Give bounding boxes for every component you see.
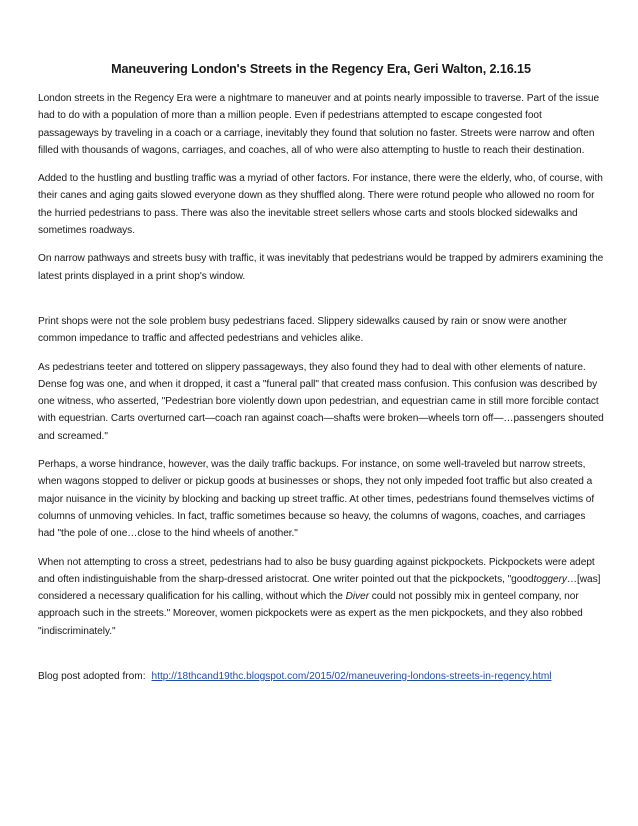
paragraph-7-text-2: …[was] considered a necessary qualification for his calling, without which the <box>38 573 601 603</box>
paragraph-7 <box>38 554 604 640</box>
paragraph-5: As pedestrians teeter and tottered on slippery passageways, they also found they had to deal with other elements of nature. Dense fog was one, and when it dropped, it cast a "funeral pall" that created mass confusion. This confusion was described by one witness, who asserted, "Pedestrian bore violently down upon pedestrian, and equestrian came in still more forcible contact with equestrian. Carts overturned cart—coach ran against coach—shafts were broken—wheels torn off—…passengers shouted and screamed." <box>38 361 604 442</box>
paragraph-4: Print shops were not the sole problem busy pedestrians faced. Slippery sidewalks caused by rain or snow were another common impedance to traffic and affected pedestrians and vehicles alike. <box>38 315 567 345</box>
paragraph-7-text-1: When not attempting to cross a street, pedestrians had to also be busy guarding against pickpockets. Pickpockets were adept and often indistinguishable from the sharp-dressed aristocrat. One writer pointed out that the pickpockets, "good <box>38 556 595 585</box>
source-link[interactable]: http://18thcand19thc.blogspot.com/2015/02/maneuvering-londons-streets-in-regency.html <box>151 671 552 683</box>
paragraph-6: Perhaps, a worse hindrance, however, was the daily traffic backups. For instance, on some well-traveled but narrow streets, when wagons stopped to deliver or pickup goods at businesses or shops, they not only impeded foot traffic but also created a major nuisance in the vicinity by blocking and backing up street traffic. At other times, pedestrians found themselves victims of columns of unmoving vehicles. In fact, traffic sometimes because so heavy, the columns of wagons, coaches, and carriages had "the pole of one…close to the hind wheels of another." <box>38 459 595 540</box>
paragraph-2: Added to the hustling and bustling traffic was a myriad of other factors. For instance, there were the elderly, who, of course, with their canes and aging gaits slowed everyone down as they shuffled along. There were rotund people who allowed no room for the hurried pedestrians to pass. There was also the inevitable street sellers whose carts and stools blocked sidewalks and sometimes roadways. <box>38 173 603 237</box>
paragraph-7-italic-1: toggery <box>533 573 567 585</box>
source-line <box>38 668 604 685</box>
paragraph-3: On narrow pathways and streets busy with traffic, it was inevitably that pedestrians would be trapped by admirers examining the latest prints displayed in a print shop's window. <box>38 253 604 282</box>
paragraph-1: London streets in the Regency Era were a nightmare to maneuver and at points nearly impossible to traverse. Part of the issue had to do with a population of more than a million people. Even if pedestrians attempted to escape congested foot passageways by traveling in a coach or a carriage, inevitably they found that solution no faster. Streets were narrow and often filled with thousands of wagons, carriages, and coaches, all of who were also attempting to hustle to reach their destination. <box>38 93 600 156</box>
paragraph-7-italic-2: Diver <box>345 591 370 603</box>
source-label: Blog post adopted from: <box>38 671 146 683</box>
document-title: Maneuvering London's Streets in the Regency Era, Geri Walton, 2.16.15 <box>111 62 531 76</box>
document-page <box>38 62 604 685</box>
paragraph-7-text-3: could not possibly mix in genteel company, nor approach such in the streets." Moreover, women pickpockets were as expert as the men pickpockets, and they also robbed "indiscriminately." <box>38 591 583 637</box>
